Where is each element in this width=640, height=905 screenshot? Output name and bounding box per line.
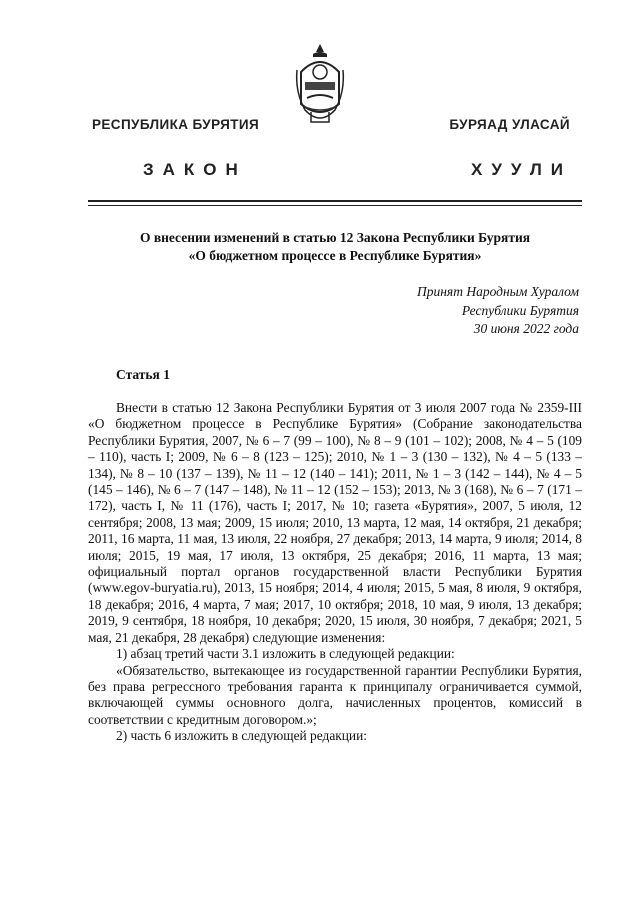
law-title-line-1: О внесении изменений в статью 12 Закона Республики Бурятия [139,230,531,245]
article-body [88,400,582,745]
republic-name-buryat: БУРЯАД УЛАСАЙ [449,117,570,132]
adoption-date: 30 июня 2022 года [473,321,579,336]
republic-name-russian: РЕСПУБЛИКА БУРЯТИЯ [92,117,260,132]
adoption-note-line-2: Республики Бурятия [461,302,579,318]
header-divider-thin [88,205,582,206]
body-paragraph: 1) абзац третий части 3.1 изложить в следующей редакции: [116,646,455,662]
coat-of-arms-emblem [293,42,347,128]
law-title-line-2: «О бюджетном процессе в Республике Бурятия» [188,248,482,263]
law-label-buryat: ХУУЛИ [471,160,572,179]
body-paragraph: «Обязательство, вытекающее из государственной гарантии Республики Бурятия, без права регрессного требования гаранта к принципалу ограничивается суммой, включающей суммы основного долга, начисленных процентов, комиссий в соответствии с кредитным договором.»; [88,662,582,727]
adoption-note [417,283,579,339]
header-divider-thick [88,200,582,202]
law-title [88,229,582,265]
law-label-russian: ЗАКОН [143,160,247,179]
body-paragraph: Внести в статью 12 Закона Республики Бурятия от 3 июля 2007 года № 2359-III «О бюджетном процессе в Республике Бурятия» (Собрание законодательства Республики Бурятия, 2007, № 6 – 7 (99 – 100), № 8 – 9 (101 – 102); 2008, № 4 – 5 (109 – 110), часть I; 2009, № 6 – 8 (123 – 125); 2010, № 1 – 3 (130 – 132), № 4 – 5 (133 – 134), № 8 – 10 (137 – 139), № 11 – 12 (140 – 141); 2011, № 1 – 3 (142 – 144), № 4 – 5 (145 – 146), № 6 – 7 (147 – 148), № 11 – 12 (152 – 153); 2013, № 3 (168), № 6 – 7 (171 – 172), часть I, № 11 (176), часть I; 2017, № 10; газета «Бурятия», 2007, 5 июля, 12 сентября; 2008, 13 мая; 2009, 15 июля; 2010, 13 марта, 12 мая, 14 октября, 21 декабря; 2011, 16 марта, 11 мая, 13 июля, 22 ноября, 27 декабря; 2013, 14 марта, 9 июля; 2014, 8 июля; 2015, 19 мая, 17 июля, 13 октября, 25 декабря; 2016, 11 марта, 13 мая; официальный портал органов государственной власти Республики Бурятия (www.egov-buryatia.ru), 2013, 15 ноября; 2014, 4 июля; 2015, 5 мая, 8 июля, 9 октября, 18 декабря; 2016, 4 марта, 7 мая; 2017, 10 октября; 2018, 10 мая, 9 июля, 13 декабря; 2019, 9 сентября, 18 ноября, 10 декабря; 2020, 15 июля, 30 ноября, 7 декабря; 2021, 5 мая, 21 декабря, 28 декабря) следующие изменения: [88,400,582,645]
article-heading: Статья 1 [116,367,170,382]
body-paragraph: 2) часть 6 изложить в следующей редакции: [116,728,367,744]
adoption-note-line-1: Принят Народным Хуралом [416,284,579,299]
